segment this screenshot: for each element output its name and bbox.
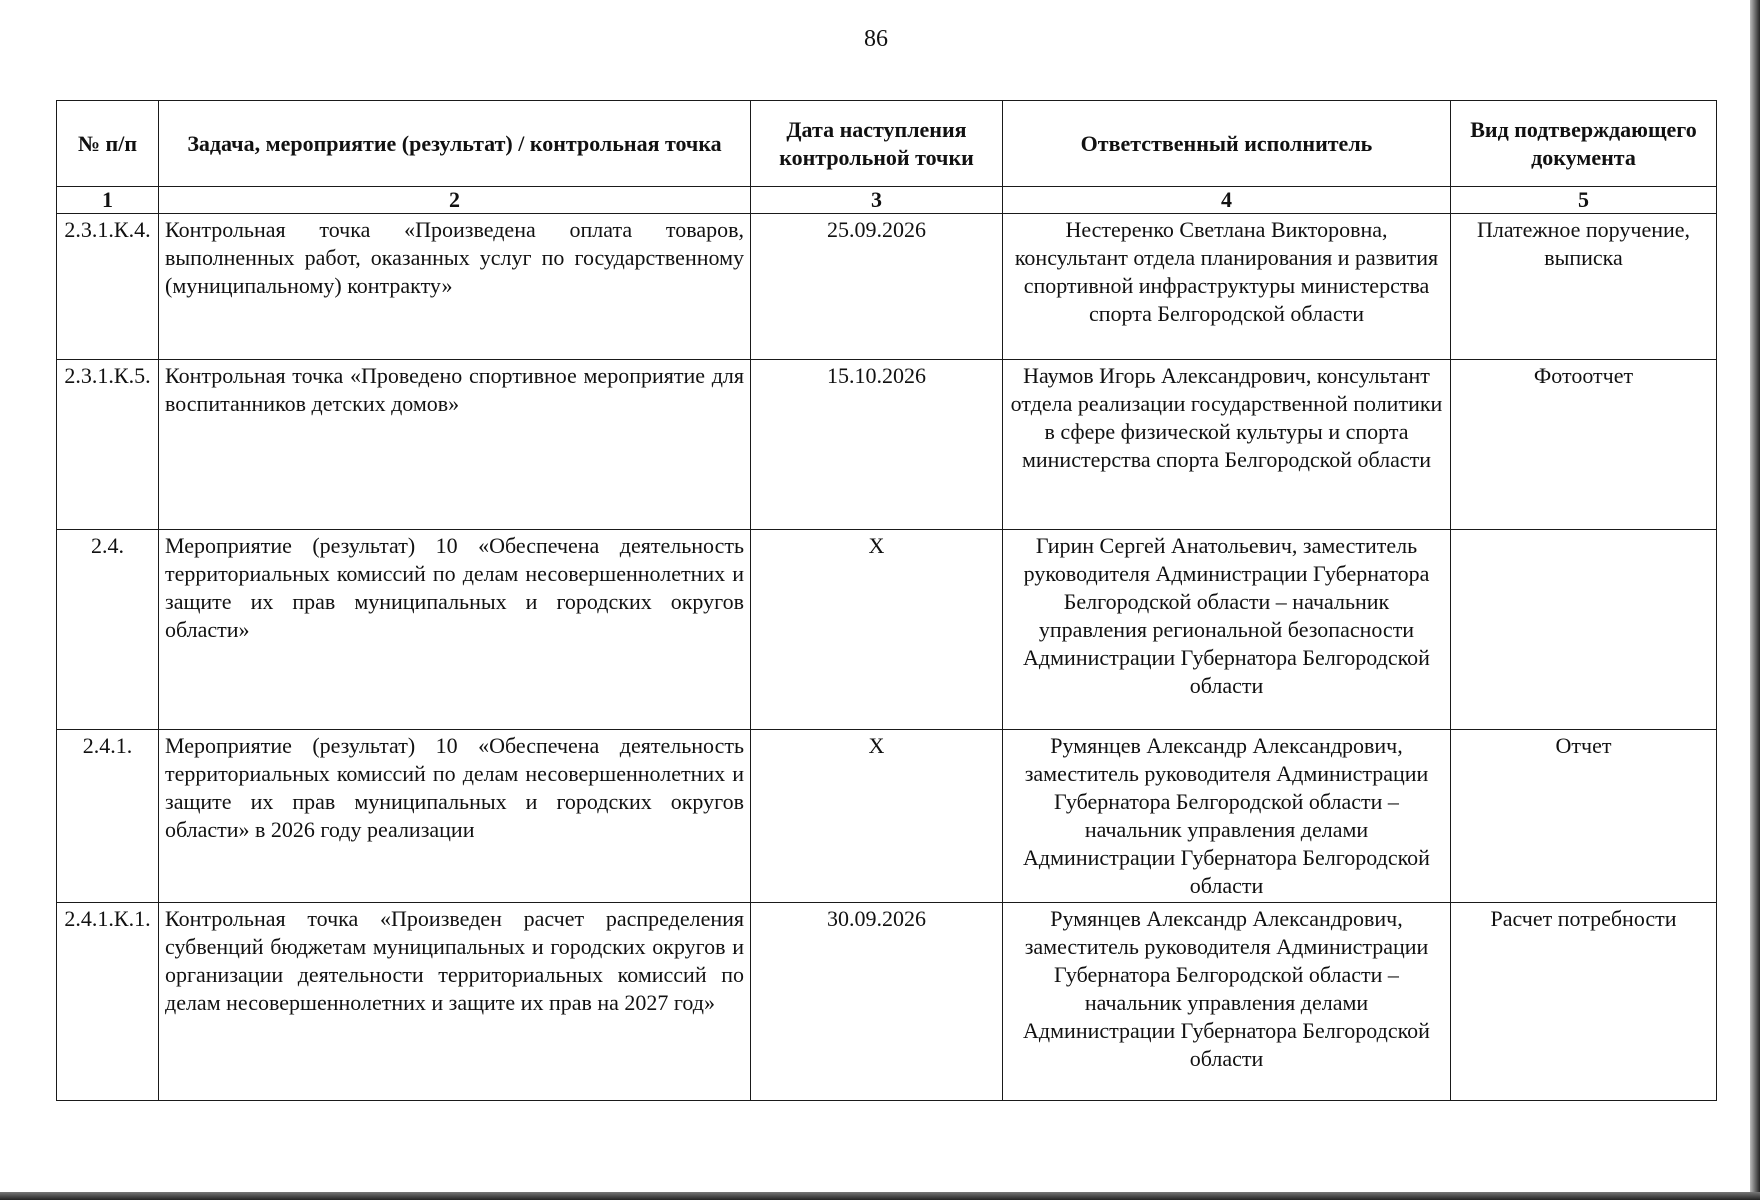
- header-responsible: Ответственный исполнитель: [1003, 101, 1451, 187]
- row-date: 15.10.2026: [751, 360, 1003, 530]
- header-row: [57, 101, 1717, 187]
- row-responsible: Нестеренко Светлана Викторовна, консультант отдела планирования и развития спортивной инфраструктуры министерства спорта Белгородской области: [1003, 214, 1451, 360]
- row-responsible: Гирин Сергей Анатольевич, заместитель руководителя Администрации Губернатора Белгородской области – начальник управления региональной безопасности Администрации Губернатора Белгородской области: [1003, 530, 1451, 730]
- row-number: 2.4.1.К.1.: [57, 903, 159, 1101]
- row-task: Мероприятие (результат) 10 «Обеспечена деятельность территориальных комиссий по делам несовершеннолетних и защите их прав муниципальных и городских округов области» в 2026 году реализации: [159, 730, 751, 903]
- row-number: 2.4.1.: [57, 730, 159, 903]
- header-num: № п/п: [57, 101, 159, 187]
- table-row: [57, 530, 1717, 730]
- row-date: 25.09.2026: [751, 214, 1003, 360]
- row-document: Фотоотчет: [1451, 360, 1717, 530]
- control-points-table: [56, 100, 1717, 1101]
- row-number: 2.3.1.К.4.: [57, 214, 159, 360]
- column-number: 2: [159, 187, 751, 214]
- column-numbers-row: [57, 187, 1717, 214]
- row-responsible: Румянцев Александр Александрович, заместитель руководителя Администрации Губернатора Белгородской области – начальник управления делами Администрации Губернатора Белгородской области: [1003, 903, 1451, 1101]
- row-date: 30.09.2026: [751, 903, 1003, 1101]
- row-document: Отчет: [1451, 730, 1717, 903]
- header-task: Задача, мероприятие (результат) / контрольная точка: [159, 101, 751, 187]
- column-number: 4: [1003, 187, 1451, 214]
- row-task: Контрольная точка «Проведено спортивное мероприятие для воспитанников детских домов»: [159, 360, 751, 530]
- row-responsible: Наумов Игорь Александрович, консультант отдела реализации государственной политики в сфере физической культуры и спорта министерства спорта Белгородской области: [1003, 360, 1451, 530]
- row-document: [1451, 530, 1717, 730]
- column-number: 1: [57, 187, 159, 214]
- scan-right-edge: [1750, 0, 1760, 1200]
- table-row: [57, 214, 1717, 360]
- header-date: Дата наступления контрольной точки: [751, 101, 1003, 187]
- row-date: Х: [751, 730, 1003, 903]
- scan-bottom-edge: [0, 1192, 1760, 1200]
- table-row: [57, 360, 1717, 530]
- row-number: 2.3.1.К.5.: [57, 360, 159, 530]
- row-task: Контрольная точка «Произведен расчет распределения субвенций бюджетам муниципальных и городских округов и организации деятельности территориальных комиссий по делам несовершеннолетних и защите их прав на 2027 год»: [159, 903, 751, 1101]
- table-row: [57, 903, 1717, 1101]
- row-document: Платежное поручение, выписка: [1451, 214, 1717, 360]
- row-task: Мероприятие (результат) 10 «Обеспечена деятельность территориальных комиссий по делам несовершеннолетних и защите их прав муниципальных и городских округов области»: [159, 530, 751, 730]
- row-task: Контрольная точка «Произведена оплата товаров, выполненных работ, оказанных услуг по государственному (муниципальному) контракту»: [159, 214, 751, 360]
- row-date: Х: [751, 530, 1003, 730]
- column-number: 5: [1451, 187, 1717, 214]
- row-document: Расчет потребности: [1451, 903, 1717, 1101]
- column-number: 3: [751, 187, 1003, 214]
- page-number: 86: [864, 26, 888, 52]
- row-responsible: Румянцев Александр Александрович, заместитель руководителя Администрации Губернатора Белгородской области – начальник управления делами Администрации Губернатора Белгородской области: [1003, 730, 1451, 903]
- table-row: [57, 730, 1717, 903]
- row-number: 2.4.: [57, 530, 159, 730]
- header-document: Вид подтверждающего документа: [1451, 101, 1717, 187]
